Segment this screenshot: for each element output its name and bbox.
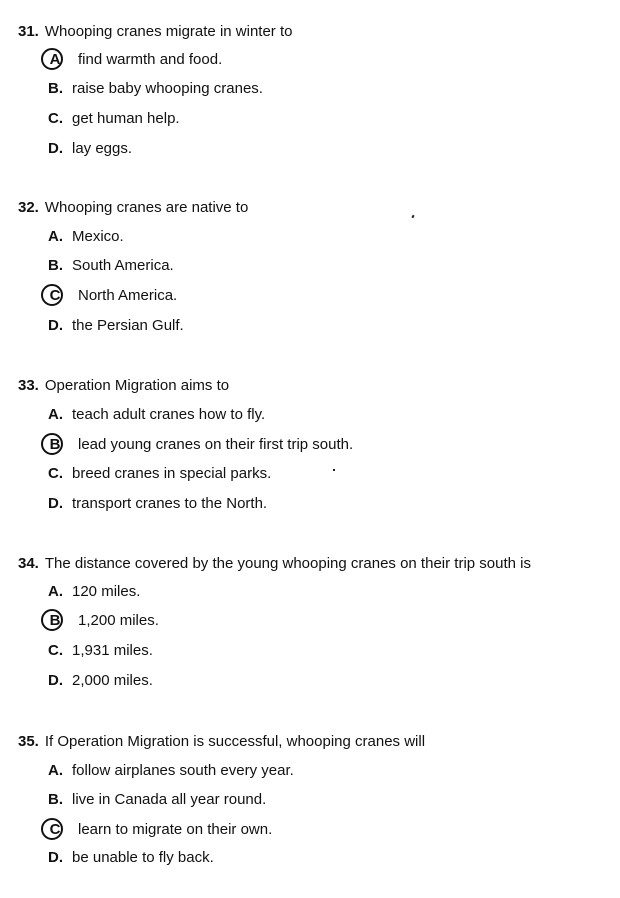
choice-letter: B [48, 610, 62, 632]
choice-letter: B. [48, 80, 63, 97]
question-number: 33. [18, 377, 39, 394]
choice-letter: C. [48, 465, 63, 482]
scan-speck [333, 469, 335, 471]
answer-circle-mark [41, 609, 63, 631]
choice-text: follow airplanes south every year. [72, 762, 294, 779]
choice-letter: A. [48, 583, 63, 600]
choice-text: Mexico. [72, 228, 124, 245]
choice-letter: C [48, 285, 62, 307]
choice-letter: D. [48, 672, 63, 689]
choice-text: be unable to fly back. [72, 849, 214, 866]
choice-text: transport cranes to the North. [72, 495, 268, 512]
choice-text: North America. [78, 287, 178, 304]
answer-choice-c[interactable] [48, 285, 177, 307]
answer-choice-a[interactable] [48, 404, 265, 426]
choice-text: 1,931 miles. [72, 642, 153, 659]
choice-letter: D. [48, 317, 63, 334]
choice-letter: B. [48, 791, 63, 808]
choice-text: live in Canada all year round. [72, 791, 267, 808]
answer-circle-mark [41, 284, 63, 306]
answer-choice-a[interactable] [48, 581, 140, 603]
choice-text: 120 miles. [72, 583, 141, 600]
choice-text: learn to migrate on their own. [78, 821, 273, 838]
question-text: Operation Migration aims to [44, 377, 230, 394]
choice-letter: A. [48, 228, 63, 245]
question-number: 32. [18, 199, 39, 216]
answer-choice-c[interactable] [48, 108, 180, 130]
choice-text: raise baby whooping cranes. [72, 80, 263, 97]
answer-choice-d[interactable] [48, 493, 267, 515]
question-number: 31. [18, 23, 39, 40]
choice-letter: D. [48, 140, 63, 157]
answer-choice-b[interactable] [48, 434, 353, 456]
choice-letter: A. [48, 406, 63, 423]
answer-circle-mark [41, 433, 63, 455]
answer-choice-b[interactable] [48, 255, 174, 277]
answer-choice-a[interactable] [48, 760, 294, 782]
question-stem [18, 23, 292, 41]
answer-circle-mark [41, 48, 63, 70]
answer-choice-d[interactable] [48, 670, 153, 692]
choice-text: find warmth and food. [78, 51, 223, 68]
question-number: 34. [18, 555, 39, 572]
answer-choice-b[interactable] [48, 78, 263, 100]
question-text: Whooping cranes are native to [44, 199, 249, 216]
choice-letter: D. [48, 495, 63, 512]
answer-choice-a[interactable] [48, 226, 124, 248]
answer-choice-d[interactable] [48, 847, 214, 869]
choice-letter: A [48, 49, 62, 71]
scan-speck [411, 215, 414, 219]
choice-text: 1,200 miles. [78, 612, 159, 629]
answer-choice-c[interactable] [48, 463, 271, 485]
choice-letter: D. [48, 849, 63, 866]
choice-letter: B. [48, 257, 63, 274]
question-stem [18, 733, 425, 751]
choice-letter: C [48, 819, 62, 841]
choice-letter: A. [48, 762, 63, 779]
answer-choice-b[interactable] [48, 610, 159, 632]
choice-letter: C. [48, 110, 63, 127]
question-text: If Operation Migration is successful, whooping cranes will [44, 733, 426, 750]
question-stem [18, 199, 248, 217]
choice-text: teach adult cranes how to fly. [72, 406, 266, 423]
answer-choice-c[interactable] [48, 640, 153, 662]
choice-text: South America. [72, 257, 174, 274]
choice-text: the Persian Gulf. [72, 317, 184, 334]
question-stem [18, 555, 531, 573]
question-text: Whooping cranes migrate in winter to [44, 23, 293, 40]
answer-circle-mark [41, 818, 63, 840]
choice-text: lay eggs. [72, 140, 133, 157]
choice-text: 2,000 miles. [72, 672, 153, 689]
question-stem [18, 377, 229, 395]
question-number: 35. [18, 733, 39, 750]
choice-text: get human help. [72, 110, 180, 127]
answer-choice-c[interactable] [48, 819, 272, 841]
choice-letter: C. [48, 642, 63, 659]
answer-choice-d[interactable] [48, 315, 184, 337]
question-text: The distance covered by the young whooping cranes on their trip south is [44, 555, 531, 572]
answer-choice-d[interactable] [48, 138, 132, 160]
choice-letter: B [48, 434, 62, 456]
choice-text: lead young cranes on their first trip south. [78, 436, 354, 453]
answer-choice-a[interactable] [48, 49, 222, 71]
choice-text: breed cranes in special parks. [72, 465, 272, 482]
answer-choice-b[interactable] [48, 789, 266, 811]
